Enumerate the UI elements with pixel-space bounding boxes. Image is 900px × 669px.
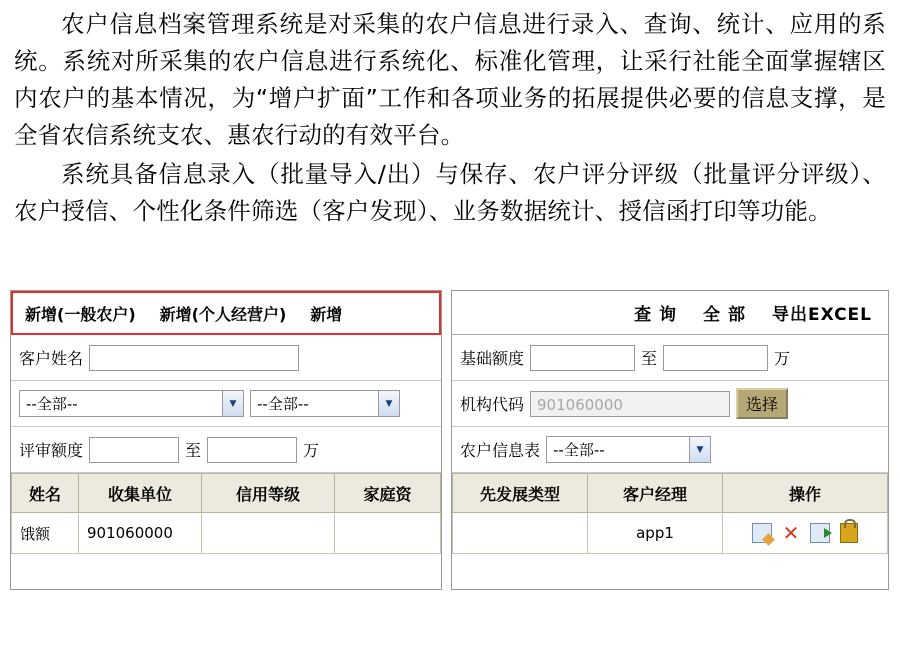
filter-select-1-value: --全部-- [26,395,78,413]
table-header-row [12,474,441,513]
farmer-table-select[interactable] [546,436,711,463]
base-amount-separator: 至 [641,349,658,368]
review-amount-separator: 至 [185,441,202,460]
left-toolbar [11,291,441,335]
action-icon-group [727,523,883,543]
query-button[interactable]: 查 询 [634,305,678,325]
review-amount-row [11,427,441,473]
table-header-row [453,474,888,513]
customer-name-row [11,335,441,381]
cell-family-assets [335,513,441,554]
paragraph-1: 农户信息档案管理系统是对采集的农户信息进行录入、查询、统计、应用的系统。系统对所采集的农户信息进行系统化、标准化管理，让采行社能全面掌握辖区内农户的基本情况，为“增户扩面”工作和各项业务的拓展提供必要的信息支撑，是全省农信系统支农、惠农行动的有效平台。 [14,10,886,149]
org-code-row [452,381,888,427]
farmer-table-row [452,427,888,473]
base-amount-row [452,335,888,381]
filter-select-2[interactable] [250,390,400,417]
cell-actions [723,513,888,554]
column-header-name[interactable]: 姓名 [12,474,79,513]
chevron-down-icon[interactable]: ▼ [689,437,710,462]
add-button[interactable]: 新增 [310,304,343,324]
table-row[interactable] [453,513,888,554]
left-screenshot-panel [10,290,442,590]
right-toolbar [452,291,888,335]
farmer-table-label: 农户信息表 [460,441,541,460]
column-header-collect-unit[interactable]: 收集单位 [79,474,202,513]
org-code-select-button[interactable]: 选择 [736,388,788,419]
export-excel-button[interactable]: 导出EXCEL [771,305,872,325]
edit-icon[interactable] [752,523,772,543]
column-header-family-assets[interactable]: 家庭资 [335,474,441,513]
cell-dev-type [453,513,588,554]
body-text [0,0,900,230]
right-result-table [452,473,888,554]
chevron-down-icon[interactable]: ▼ [378,391,399,416]
filter-select-1[interactable] [19,390,244,417]
review-amount-label: 评审额度 [19,441,84,460]
filter-selects-row [11,381,441,427]
column-header-dev-type[interactable]: 先发展类型 [453,474,588,513]
lock-icon[interactable] [840,523,858,543]
review-amount-unit: 万 [303,441,320,460]
base-amount-unit: 万 [774,349,791,368]
base-amount-label: 基础额度 [460,349,525,368]
export-icon[interactable] [810,523,830,543]
add-individual-business-button[interactable]: 新增(个人经营户) [159,304,287,324]
add-general-farmer-button[interactable]: 新增(一般农户) [25,304,136,324]
review-amount-from-input[interactable] [89,437,179,463]
column-header-credit-level[interactable]: 信用等级 [202,474,335,513]
review-amount-to-input[interactable] [207,437,297,463]
table-row[interactable] [12,513,441,554]
column-header-actions[interactable]: 操作 [723,474,888,513]
left-result-table [11,473,441,554]
delete-icon[interactable]: ✕ [782,521,800,545]
farmer-table-select-value: --全部-- [553,441,605,459]
all-button[interactable]: 全 部 [703,305,746,325]
cell-name: 饿额 [12,513,79,554]
org-code-input[interactable]: 901060000 [530,391,730,417]
base-amount-to-input[interactable] [663,345,768,371]
right-screenshot-panel [451,290,889,590]
filter-select-2-value: --全部-- [257,395,309,413]
customer-name-input[interactable] [89,345,299,371]
cell-manager: app1 [588,513,723,554]
base-amount-from-input[interactable] [530,345,635,371]
cell-credit-level [202,513,335,554]
customer-name-label: 客户姓名 [19,349,84,368]
chevron-down-icon[interactable]: ▼ [222,391,243,416]
screenshot-figures [0,290,900,610]
paragraph-2: 系统具备信息录入（批量导入/出）与保存、农户评分评级（批量评分评级）、农户授信、个性化条件筛选（客户发现）、业务数据统计、授信函打印等功能。 [14,160,886,225]
org-code-label: 机构代码 [460,395,525,414]
cell-collect-unit: 901060000 [79,513,202,554]
column-header-manager[interactable]: 客户经理 [588,474,723,513]
